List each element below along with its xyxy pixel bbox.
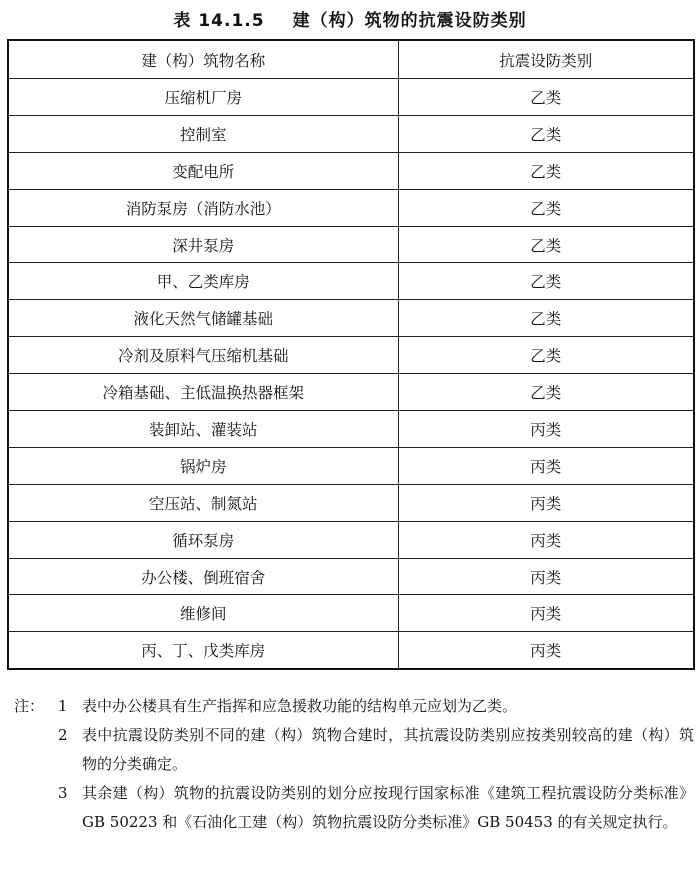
table-row	[8, 374, 694, 411]
table-row	[8, 411, 694, 448]
seismic-category-cell: 乙类	[398, 79, 694, 116]
building-name-cell: 液化天然气储罐基础	[8, 300, 398, 337]
seismic-category-cell: 丙类	[398, 521, 694, 558]
table-row	[8, 115, 694, 152]
seismic-category-cell: 丙类	[398, 632, 694, 669]
table-row	[8, 558, 694, 595]
table-row	[8, 263, 694, 300]
seismic-category-cell: 乙类	[398, 226, 694, 263]
seismic-category-cell: 乙类	[398, 337, 694, 374]
note-index: 1	[58, 697, 68, 715]
table-row	[8, 447, 694, 484]
table-row	[8, 521, 694, 558]
building-name-cell: 消防泵房（消防水池）	[8, 189, 398, 226]
table-row	[8, 226, 694, 263]
building-name-cell: 压缩机厂房	[8, 79, 398, 116]
column-header-seismic-category: 抗震设防类别	[398, 40, 694, 79]
table-number: 表 14.1.5	[173, 11, 265, 31]
column-header-building-name: 建（构）筑物名称	[8, 40, 398, 79]
seismic-category-cell: 乙类	[398, 263, 694, 300]
note-text: 其余建（构）筑物的抗震设防类别的划分应按现行国家标准《建筑工程抗震设防分类标准》GB 50223 和《石油化工建（构）筑物抗震设防分类标准》GB 50453 的有关规定执行。	[82, 784, 694, 831]
table-row	[8, 152, 694, 189]
seismic-category-table	[7, 39, 695, 670]
building-name-cell: 锅炉房	[8, 447, 398, 484]
building-name-cell: 冷箱基础、主低温换热器框架	[8, 374, 398, 411]
note-index: 2	[58, 726, 68, 744]
note-item	[14, 692, 694, 721]
seismic-category-cell: 丙类	[398, 484, 694, 521]
seismic-category-cell: 丙类	[398, 411, 694, 448]
table-body	[8, 79, 694, 670]
note-item	[14, 779, 694, 837]
table-row	[8, 189, 694, 226]
seismic-category-cell: 乙类	[398, 152, 694, 189]
table-row	[8, 632, 694, 669]
building-name-cell: 空压站、制氮站	[8, 484, 398, 521]
building-name-cell: 控制室	[8, 115, 398, 152]
table-header-row	[8, 40, 694, 79]
note-text: 表中抗震设防类别不同的建（构）筑物合建时，其抗震设防类别应按类别较高的建（构）筑物的分类确定。	[82, 726, 694, 773]
table-row	[8, 300, 694, 337]
building-name-cell: 冷剂及原料气压缩机基础	[8, 337, 398, 374]
table-title	[0, 6, 700, 31]
notes-label: 注：	[14, 697, 45, 715]
table-row	[8, 337, 694, 374]
building-name-cell: 丙、丁、戊类库房	[8, 632, 398, 669]
note-item	[14, 721, 694, 779]
table-row	[8, 79, 694, 116]
note-text: 表中办公楼具有生产指挥和应急援救功能的结构单元应划为乙类。	[82, 697, 518, 715]
seismic-category-cell: 丙类	[398, 595, 694, 632]
table-row	[8, 484, 694, 521]
seismic-category-cell: 乙类	[398, 115, 694, 152]
building-name-cell: 办公楼、倒班宿舍	[8, 558, 398, 595]
seismic-category-cell: 丙类	[398, 558, 694, 595]
note-index: 3	[58, 784, 68, 802]
seismic-category-cell: 乙类	[398, 189, 694, 226]
building-name-cell: 装卸站、灌装站	[8, 411, 398, 448]
building-name-cell: 变配电所	[8, 152, 398, 189]
building-name-cell: 维修间	[8, 595, 398, 632]
seismic-category-cell: 乙类	[398, 374, 694, 411]
seismic-category-cell: 丙类	[398, 447, 694, 484]
building-name-cell: 甲、乙类库房	[8, 263, 398, 300]
building-name-cell: 深井泵房	[8, 226, 398, 263]
building-name-cell: 循环泵房	[8, 521, 398, 558]
seismic-category-cell: 乙类	[398, 300, 694, 337]
notes-section	[14, 692, 694, 837]
table-row	[8, 595, 694, 632]
table-caption: 建（构）筑物的抗震设防类别	[292, 11, 527, 31]
